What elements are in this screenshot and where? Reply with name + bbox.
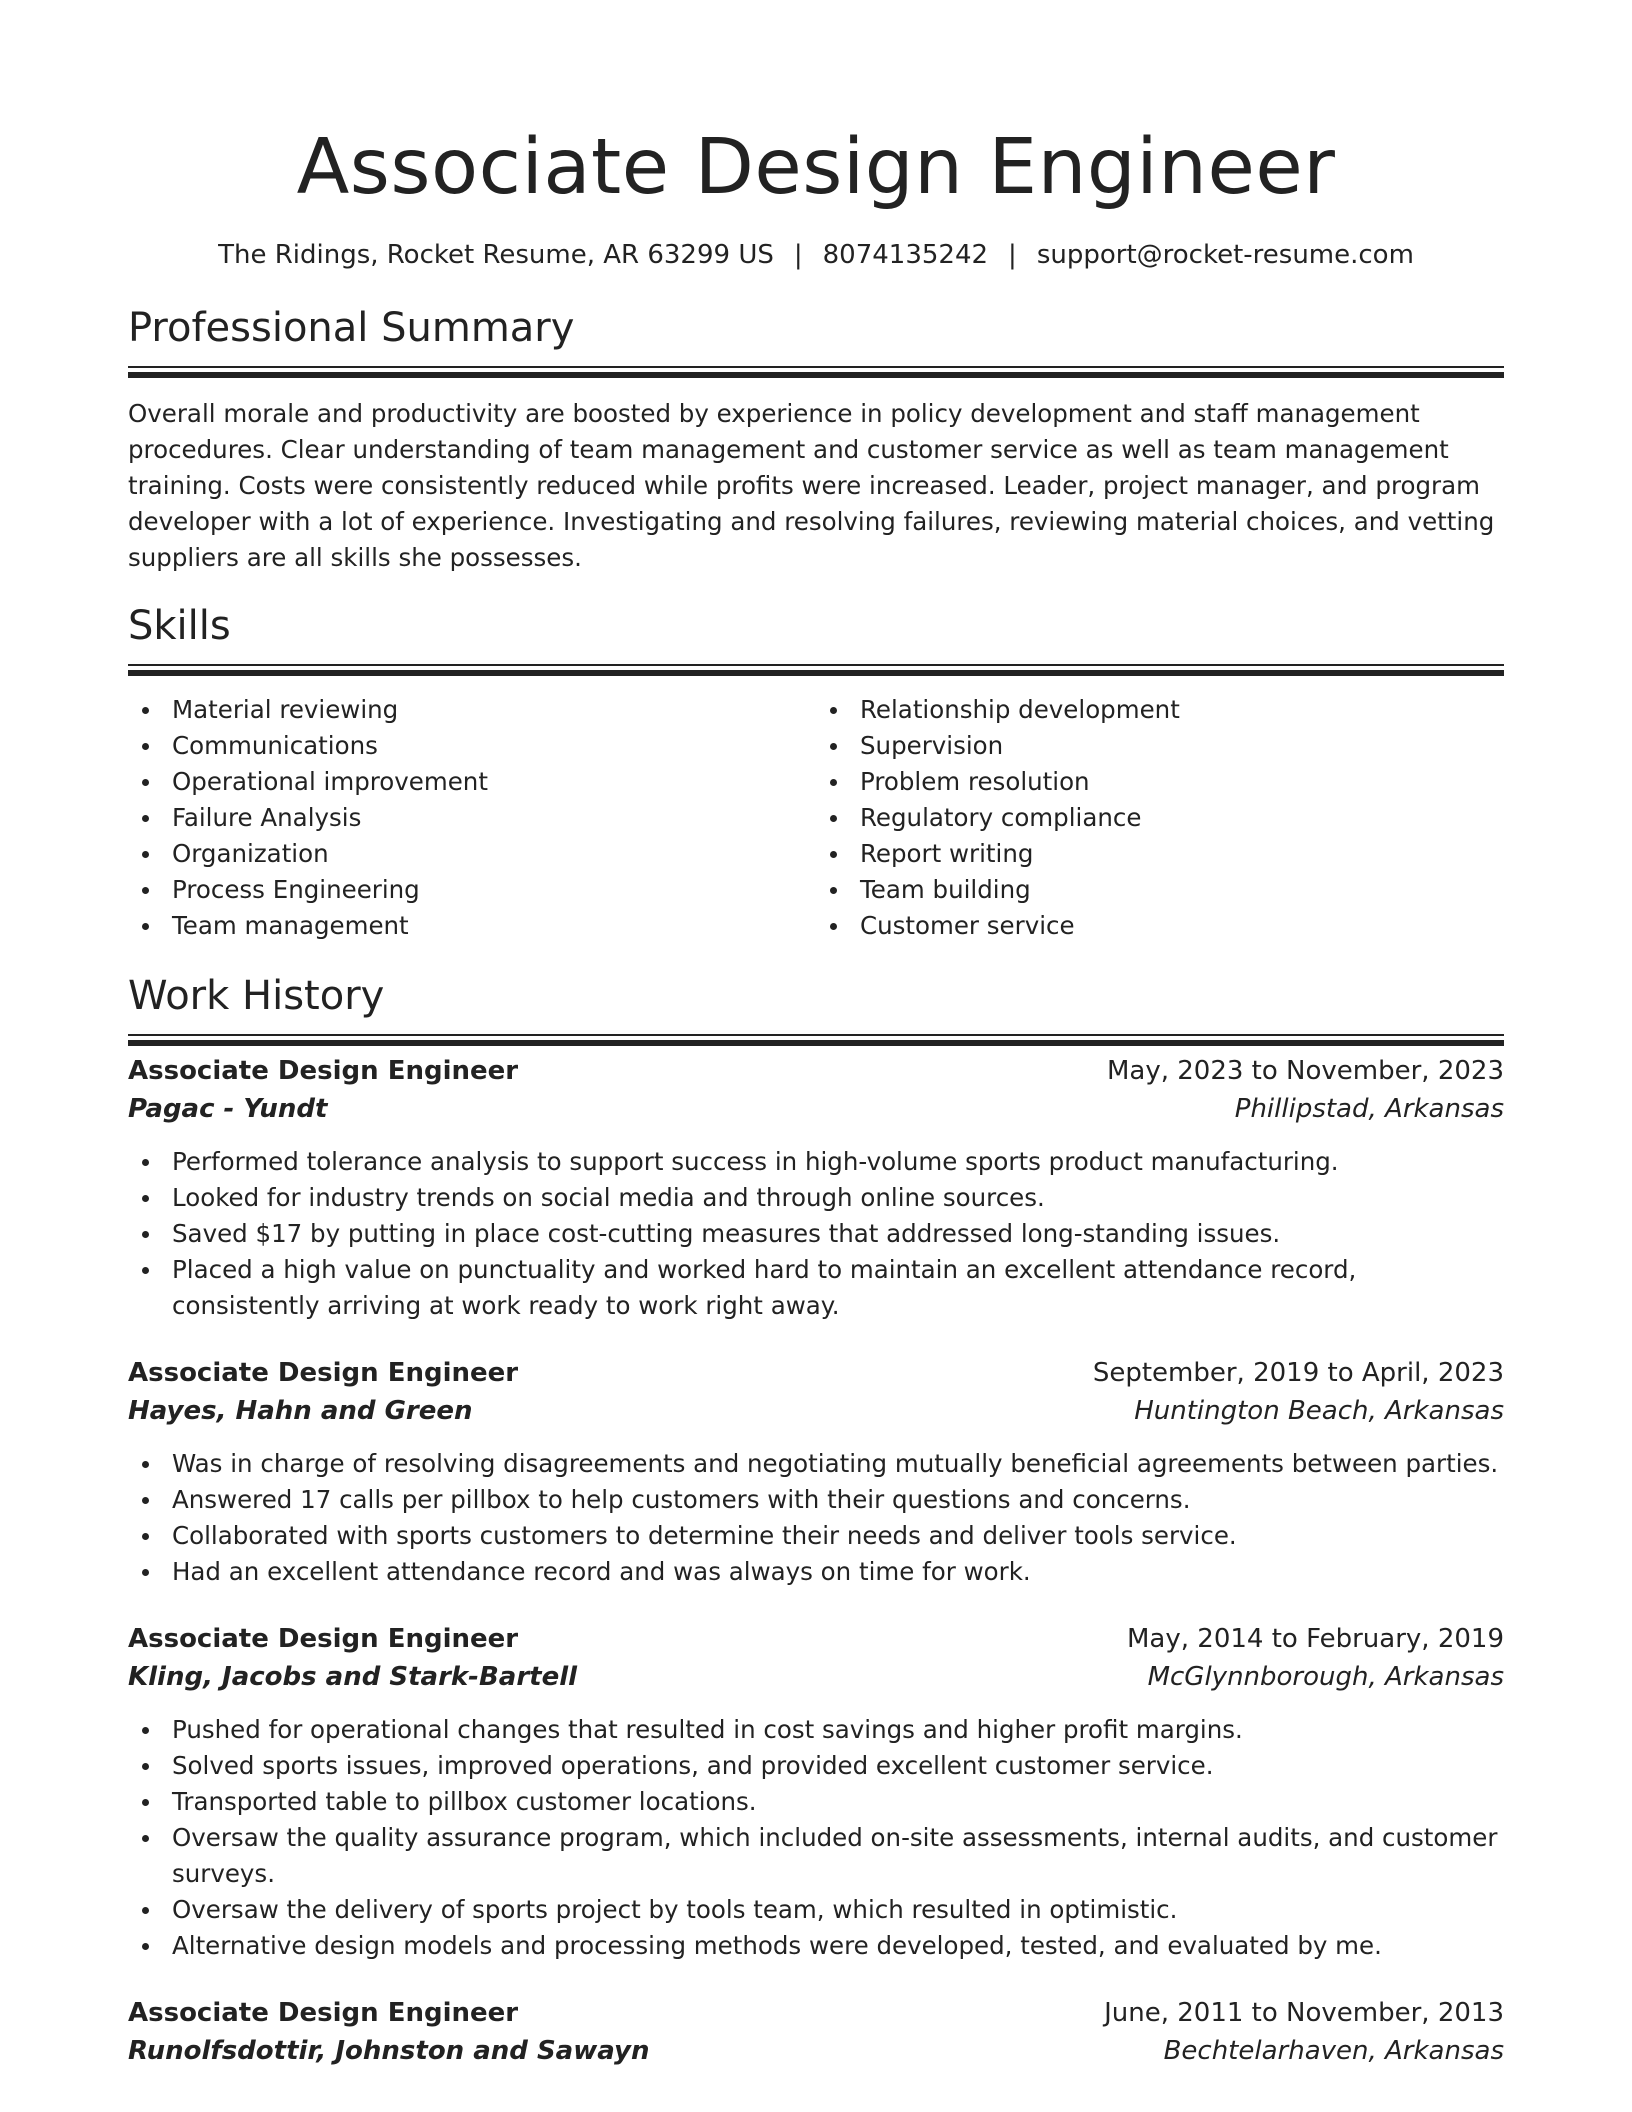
job-company: Pagac - Yundt — [128, 1094, 328, 1124]
job-bullet: Pushed for operational changes that resulted in cost savings and higher profit margins. — [128, 1712, 1504, 1748]
contact-email: support@rocket-resume.com — [1036, 240, 1414, 270]
skill-item: Report writing — [816, 836, 1504, 872]
job-bullet: Transported table to pillbox customer locations. — [128, 1784, 1504, 1820]
skills-columns — [128, 692, 1504, 944]
job-location: Huntington Beach, Arkansas — [1134, 1396, 1504, 1426]
skills-section — [128, 600, 1504, 944]
skill-item: Team building — [816, 872, 1504, 908]
job-bullet: Oversaw the delivery of sports project by tools team, which resulted in optimistic. — [128, 1892, 1504, 1928]
work-history-heading: Work History — [128, 973, 385, 1019]
job-bullet: Oversaw the quality assurance program, which included on-site assessments, internal audits, and customer surveys. — [128, 1820, 1504, 1892]
summary-section — [128, 302, 1504, 576]
contact-address: The Ridings, Rocket Resume, AR 63299 US — [218, 240, 774, 270]
contact-separator: | — [1008, 240, 1017, 270]
job-subheader — [128, 1392, 1504, 1430]
job-location: Phillipstad, Arkansas — [1234, 1094, 1504, 1124]
job-bullet: Had an excellent attendance record and was always on time for work. — [128, 1554, 1504, 1590]
skills-column-left — [128, 692, 816, 944]
job-dates: May, 2023 to November, 2023 — [1106, 1056, 1504, 1086]
skill-item: Supervision — [816, 728, 1504, 764]
job-subheader — [128, 1658, 1504, 1696]
job-bullets — [128, 1446, 1504, 1590]
job-entry — [128, 1052, 1504, 1324]
skill-item: Regulatory compliance — [816, 800, 1504, 836]
job-dates: June, 2011 to November, 2013 — [1104, 1998, 1504, 2028]
contact-line — [128, 238, 1504, 272]
skill-item: Organization — [128, 836, 816, 872]
section-divider — [128, 664, 1504, 666]
job-bullets — [128, 1712, 1504, 1964]
job-dates: September, 2019 to April, 2023 — [1092, 1358, 1504, 1388]
job-location: McGlynnborough, Arkansas — [1147, 1662, 1504, 1692]
job-header — [128, 1354, 1504, 1392]
job-header — [128, 1620, 1504, 1658]
job-company: Hayes, Hahn and Green — [128, 1396, 473, 1426]
job-dates: May, 2014 to February, 2019 — [1127, 1624, 1504, 1654]
job-bullet: Alternative design models and processing methods were developed, tested, and evaluated by me. — [128, 1928, 1504, 1964]
job-bullet: Performed tolerance analysis to support success in high-volume sports product manufacturing. — [128, 1144, 1504, 1180]
job-entry — [128, 1620, 1504, 1964]
job-bullet: Placed a high value on punctuality and worked hard to maintain an excellent attendance record, consistently arriving at work ready to work right away. — [128, 1252, 1504, 1324]
resume-name: Associate Design Engineer — [296, 123, 1336, 212]
section-divider — [128, 1034, 1504, 1036]
summary-heading: Professional Summary — [128, 305, 575, 351]
job-entry — [128, 1994, 1504, 2070]
contact-phone: 8074135242 — [822, 240, 989, 270]
job-bullet: Collaborated with sports customers to determine their needs and deliver tools service. — [128, 1518, 1504, 1554]
job-bullet: Was in charge of resolving disagreements and negotiating mutually beneficial agreements between parties. — [128, 1446, 1504, 1482]
job-bullet: Looked for industry trends on social media and through online sources. — [128, 1180, 1504, 1216]
job-bullets — [128, 1144, 1504, 1324]
job-company: Kling, Jacobs and Stark-Bartell — [128, 1662, 578, 1692]
job-bullet: Answered 17 calls per pillbox to help customers with their questions and concerns. — [128, 1482, 1504, 1518]
skill-item: Team management — [128, 908, 816, 944]
job-title: Associate Design Engineer — [128, 1624, 519, 1654]
skill-item: Relationship development — [816, 692, 1504, 728]
job-header — [128, 1994, 1504, 2032]
job-header — [128, 1052, 1504, 1090]
skill-item: Operational improvement — [128, 764, 816, 800]
skill-item: Problem resolution — [816, 764, 1504, 800]
job-title: Associate Design Engineer — [128, 1358, 519, 1388]
work-history-section — [128, 970, 1504, 2070]
skills-column-right — [816, 692, 1504, 944]
summary-text: Overall morale and productivity are boosted by experience in policy development and staff management procedures. Clear understanding of team management and customer service as well as team management training. Costs were consistently reduced while profits were increased. Leader, project manager, and program developer with a lot of experience. Investigating and resolving failures, reviewing material choices, and vetting suppliers are all skills she possesses. — [128, 399, 1495, 572]
job-subheader — [128, 1090, 1504, 1128]
skill-item: Material reviewing — [128, 692, 816, 728]
job-bullet: Saved $17 by putting in place cost-cutting measures that addressed long-standing issues. — [128, 1216, 1504, 1252]
skills-heading: Skills — [128, 603, 231, 649]
job-title: Associate Design Engineer — [128, 1056, 519, 1086]
section-divider — [128, 366, 1504, 368]
skill-item: Process Engineering — [128, 872, 816, 908]
skill-item: Communications — [128, 728, 816, 764]
job-subheader — [128, 2032, 1504, 2070]
contact-separator: | — [793, 240, 803, 270]
job-company: Runolfsdottir, Johnston and Sawayn — [128, 2036, 650, 2066]
job-location: Bechtelarhaven, Arkansas — [1163, 2036, 1504, 2066]
job-title: Associate Design Engineer — [128, 1998, 519, 2028]
job-entry — [128, 1354, 1504, 1590]
skill-item: Customer service — [816, 908, 1504, 944]
job-bullet: Solved sports issues, improved operations, and provided excellent customer service. — [128, 1748, 1504, 1784]
skill-item: Failure Analysis — [128, 800, 816, 836]
